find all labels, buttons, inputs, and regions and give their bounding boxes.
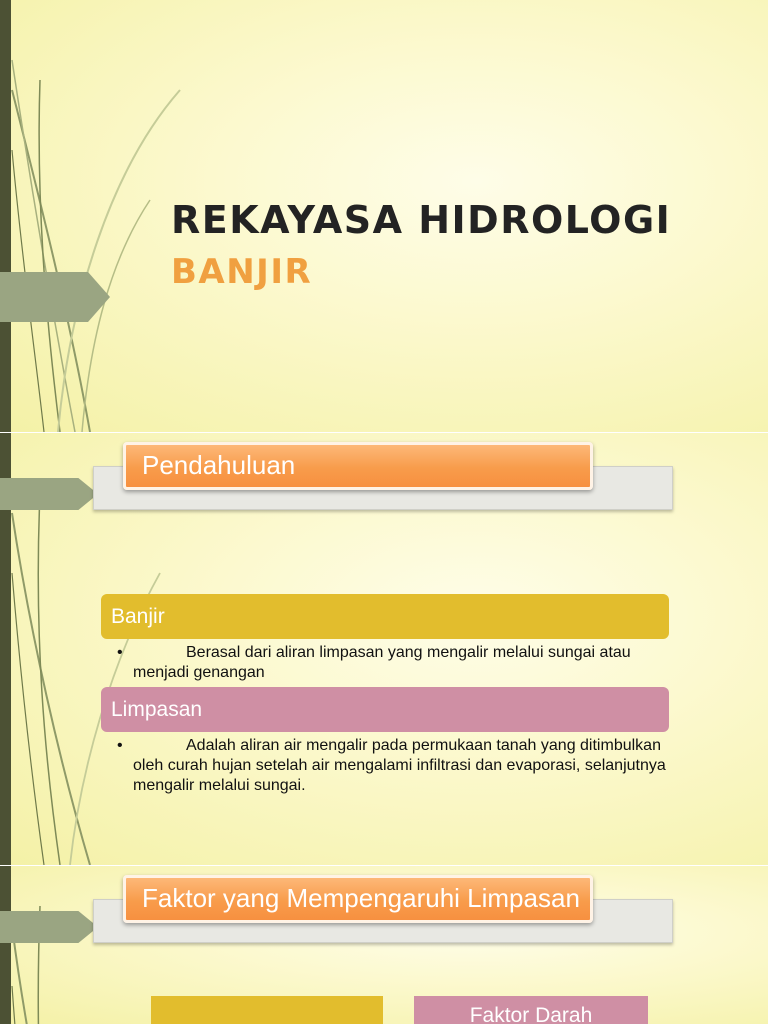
category-limpasan: Limpasan (101, 687, 669, 732)
tab-arrow-shape (0, 478, 98, 510)
bullet-text: Berasal dari aliran limpasan yang mengalir melalui sungai atau menjadi genangan (133, 644, 631, 681)
slide-sidebar-bar (0, 866, 11, 1024)
tab-arrow-shape (0, 911, 98, 943)
grass-decoration (0, 0, 200, 432)
presentation-title: REKAYASA HIDROLOGI (171, 198, 672, 242)
bullet-dot: • (117, 737, 123, 754)
factor-box-right: Faktor Darah (414, 996, 648, 1024)
slide-sidebar-bar (0, 0, 11, 432)
section-header: Faktor yang Mempengaruhi Limpasan (123, 875, 593, 923)
category-banjir: Banjir (101, 594, 669, 639)
tab-arrow-shape (0, 272, 110, 322)
bullet-limpasan (117, 736, 677, 796)
bullet-text: Adalah aliran air mengalir pada permukaan tanah yang ditimbulkan oleh curah hujan setelah air mengalami infiltrasi dan evaporasi, selanjutnya mengalir melalui sungai. (133, 737, 666, 794)
bullet-dot: • (117, 644, 123, 661)
intro-slide (0, 433, 768, 865)
factor-box-left (151, 996, 383, 1024)
section-header: Pendahuluan (123, 442, 593, 490)
factors-slide (0, 866, 768, 1024)
bullet-banjir (117, 643, 677, 683)
presentation-subtitle: BANJIR (171, 252, 313, 292)
title-slide (0, 0, 768, 432)
